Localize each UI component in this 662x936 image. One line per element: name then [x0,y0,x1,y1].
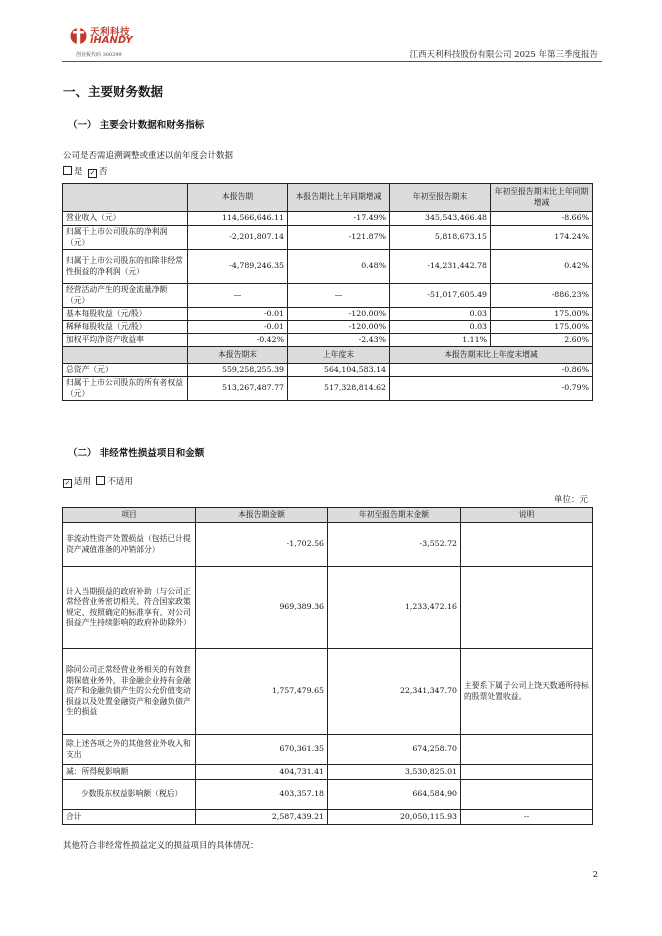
cell-value: 674,258.70 [328,735,461,765]
row-label: 归属于上市公司股东的扣除非经常性损益的净利润（元） [63,250,188,284]
cell-value: 0.42% [491,250,593,284]
option-no-label: 否 [98,167,108,177]
cell-note [461,567,593,649]
table-row [63,567,593,649]
cell-value: -51,017,605.49 [390,284,491,308]
cell-value: 175.00% [491,321,593,334]
row-label: 计入当期损益的政府补助（与公司正常经营业务密切相关、符合国家政策规定、按照确定的标准享有、对公司损益产生持续影响的政府补助除外） [63,567,196,649]
company-logo [70,22,140,58]
cell-value: -0.42% [188,334,288,347]
cell-value: -0.86% [390,364,593,377]
cell-note [461,765,593,780]
cell-value: 20,050,115.93 [328,810,461,825]
row-label: 合计 [63,810,196,825]
cell-value: -886.23% [491,284,593,308]
table-row [63,284,593,308]
col-header: 项目 [63,508,196,523]
table-row [63,780,593,810]
cell-value: -17.49% [288,212,390,226]
cell-value: 969,389.36 [196,567,328,649]
cell-value: -120.00% [288,308,390,321]
row-label: 除同公司正常经营业务相关的有效套期保值业务外，非金融企业持有金融资产和金融负债产生的公允价值变动损益以及处置金融资产和金融负债产生的损益 [63,649,196,735]
cell-note: -- [461,810,593,825]
cell-value: 1,757,479.65 [196,649,328,735]
row-label: 减：所得税影响额 [63,765,196,780]
cell-value: 1.11% [390,334,491,347]
checkbox-na[interactable] [96,476,105,485]
table-row [63,212,593,226]
row-label: 除上述各项之外的其他营业外收入和支出 [63,735,196,765]
table-row [63,334,593,347]
option-na-label: 不适用 [107,477,133,487]
cell-value: 2.60% [491,334,593,347]
cell-value: 5,818,673.15 [390,226,491,250]
cell-value: -0.79% [390,377,593,401]
row-label: 总资产（元） [63,364,188,377]
financial-data-table [62,183,593,401]
cell-value: 513,267,487.77 [188,377,288,401]
table-row [63,364,593,377]
row-label: 基本每股收益（元/股） [63,308,188,321]
row-label: 归属于上市公司股东的净利润（元） [63,226,188,250]
cell-value: 2,587,439.21 [196,810,328,825]
cell-value: -0.01 [188,321,288,334]
row-label: 经营活动产生的现金流量净额（元） [63,284,188,308]
col-header: 本报告期末 [188,347,288,364]
cell-value: 404,731.41 [196,765,328,780]
table-row [63,226,593,250]
logo-subtitle: 创业板代码 300399 [76,52,122,58]
col-header: 年初至报告期末金额 [328,508,461,523]
subsection-title-nonrecurring: （二） 非经常性损益项目和金额 [68,448,205,459]
cell-value: 664,584.90 [328,780,461,810]
col-header: 年初至报告期末 [390,184,491,212]
table-row [63,308,593,321]
row-label: 非流动性资产处置损益（包括已计提资产减值准备的冲销部分） [63,523,196,567]
cell-value: 1,233,472.16 [328,567,461,649]
page-number: 2 [592,870,598,880]
report-title: 江西天利科技股份有限公司 2025 年第三季度报告 [409,50,598,60]
cell-value: 403,357.18 [196,780,328,810]
col-header: 本报告期 [188,184,288,212]
cell-value: 559,258,255.39 [188,364,288,377]
cell-value: — [288,284,390,308]
cell-value: — [188,284,288,308]
col-header: 上年度末 [288,347,390,364]
cell-note [461,523,593,567]
unit-label: 单位：元 [553,495,588,505]
cell-value: 345,543,466.48 [390,212,491,226]
cell-value: -121.87% [288,226,390,250]
cell-note [461,780,593,810]
header-divider [62,61,602,62]
table-row [63,649,593,735]
table-row [63,250,593,284]
cell-note: 主要系下属子公司上饶天数通所持标的股票处置收益。 [461,649,593,735]
col-header: 说明 [461,508,593,523]
option-yes-label: 是 [74,167,83,177]
cell-value: 0.48% [288,250,390,284]
col-header [63,347,188,364]
restatement-options [63,165,107,177]
cell-value: -4,789,246.35 [188,250,288,284]
col-header: 本报告期末比上年度末增减 [390,347,593,364]
cell-value: -8.66% [491,212,593,226]
cell-value: 0.03 [390,321,491,334]
row-label: 营业收入（元） [63,212,188,226]
option-apply-label: 适用 [74,477,92,487]
table-row [63,735,593,765]
cell-value: 0.03 [390,308,491,321]
cell-value: -2.43% [288,334,390,347]
nonrecurring-table [62,507,593,825]
restatement-question: 公司是否需追溯调整或重述以前年度会计数据 [63,151,234,161]
logo-mark-icon [70,25,87,47]
cell-value: 114,566,646.11 [188,212,288,226]
row-label: 归属于上市公司股东的所有者权益（元） [63,377,188,401]
cell-value: 517,328,814.62 [288,377,390,401]
cell-value: -1,702.56 [196,523,328,567]
col-header: 本报告期比上年同期增减 [288,184,390,212]
cell-value: 3,530,825.01 [328,765,461,780]
checkbox-yes[interactable] [63,166,72,175]
cell-value: 670,361.35 [196,735,328,765]
footer-note: 其他符合非经常性损益定义的损益项目的具体情况： [63,841,259,851]
cell-value: 564,104,583.14 [288,364,390,377]
checkbox-apply[interactable]: ✓ [64,479,71,487]
section-title: 一、主要财务数据 [63,84,164,99]
logo-chinese: 天利科技 [90,27,131,38]
col-header: 年初至报告期末比上年同期增减 [491,184,593,212]
row-label: 少数股东权益影响额（税后） [63,780,196,810]
table-row [63,523,593,567]
table-row [63,377,593,401]
cell-note [461,735,593,765]
cell-value: 174.24% [491,226,593,250]
subsection-title-financial-data: （一） 主要会计数据和财务指标 [68,120,205,131]
cell-value: -3,552.72 [328,523,461,567]
row-label: 加权平均净资产收益率 [63,334,188,347]
checkbox-no[interactable]: ✓ [89,169,96,177]
table-row [63,321,593,334]
row-label: 稀释每股收益（元/股） [63,321,188,334]
cell-value: -0.01 [188,308,288,321]
col-header [63,184,188,212]
col-header: 本报告期金额 [196,508,328,523]
cell-value: 175.00% [491,308,593,321]
table-row [63,765,593,780]
cell-value: 22,341,347.70 [328,649,461,735]
table-row [63,810,593,825]
applicability-options [63,475,133,487]
cell-value: -2,201,807.14 [188,226,288,250]
cell-value: -120.00% [288,321,390,334]
cell-value: -14,231,442.78 [390,250,491,284]
logo-english: iHANDY [90,35,133,46]
